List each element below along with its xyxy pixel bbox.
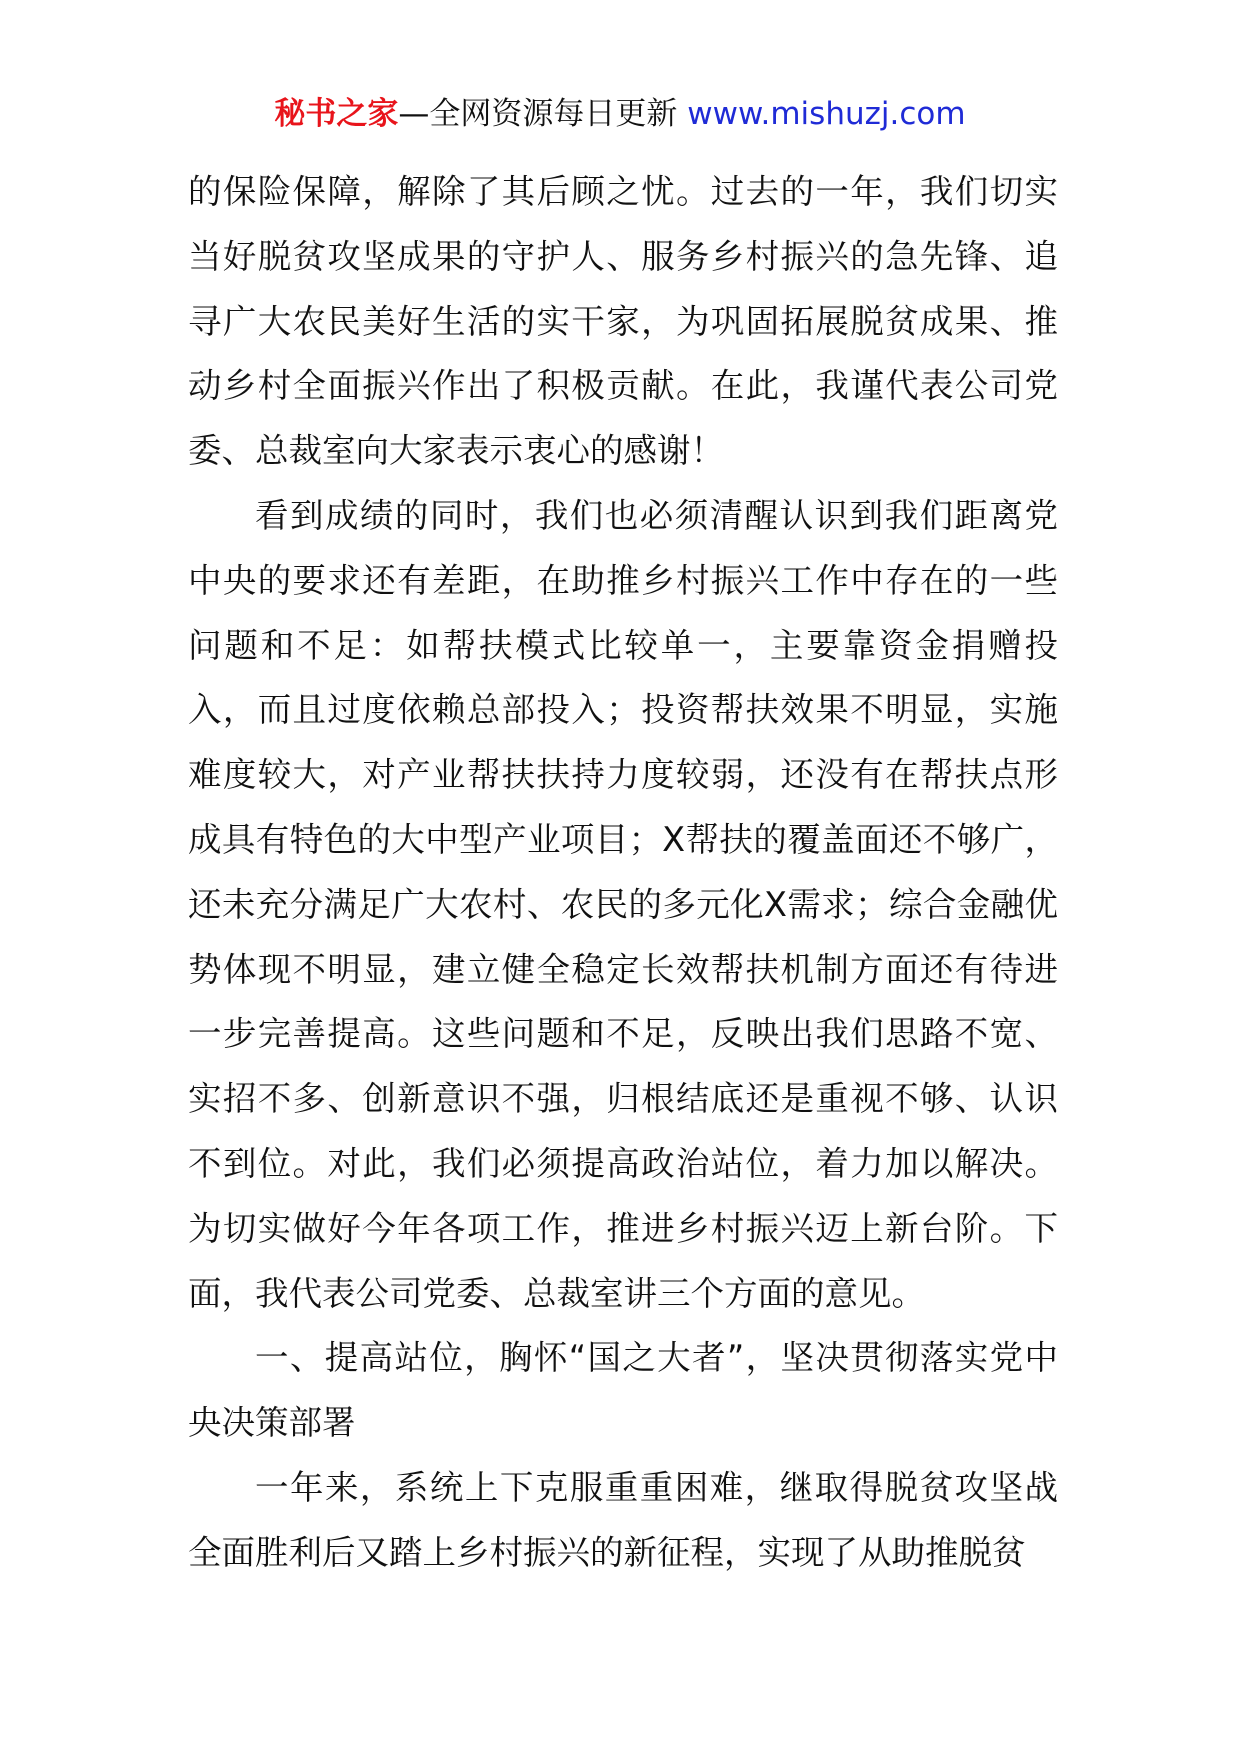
document-body xyxy=(188,160,1058,1586)
header-brand: 秘书之家 xyxy=(274,96,399,132)
watermark-header xyxy=(0,92,1240,136)
paragraph-problems: 看到成绩的同时，我们也必须清醒认识到我们距离党中央的要求还有差距，在助推乡村振兴工作中存在的一些问题和不足：如帮扶模式比较单一，主要靠资金捐赠投入，而且过度依赖总部投入；投资帮扶效果不明显，实施难度较大，对产业帮扶扶持力度较弱，还没有在帮扶点形成具有特色的大中型产业项目；X帮扶的覆盖面还不够广，还未充分满足广大农村、农民的多元化X需求；综合金融优势体现不明显，建立健全稳定长效帮扶机制方面还有待进一步完善提高。这些问题和不足，反映出我们思路不宽、实招不多、创新意识不强，归根结底还是重视不够、认识不到位。对此，我们必须提高政治站位，着力加以解决。为切实做好今年各项工作，推进乡村振兴迈上新台阶。下面，我代表公司党委、总裁室讲三个方面的意见。 xyxy=(188,495,1058,1313)
header-tagline: —全网资源每日更新 xyxy=(398,96,688,132)
paragraph-continuation: 的保险保障，解除了其后顾之忧。过去的一年，我们切实当好脱贫攻坚成果的守护人、服务乡村振兴的急先锋、追寻广大农民美好生活的实干家，为巩固拓展脱贫成果、推动乡村全面振兴作出了积极贡献。在此，我谨代表公司党委、总裁室向大家表示衷心的感谢！ xyxy=(188,172,1058,471)
header-site-link[interactable]: www.mishuzj.com xyxy=(687,96,966,132)
section-heading-1: 一、提高站位，胸怀“国之大者”，坚决贯彻落实党中央决策部署 xyxy=(188,1338,1058,1443)
paragraph-review: 一年来，系统上下克服重重困难，继取得脱贫攻坚战全面胜利后又踏上乡村振兴的新征程，实现了从助推脱贫 xyxy=(188,1467,1058,1572)
